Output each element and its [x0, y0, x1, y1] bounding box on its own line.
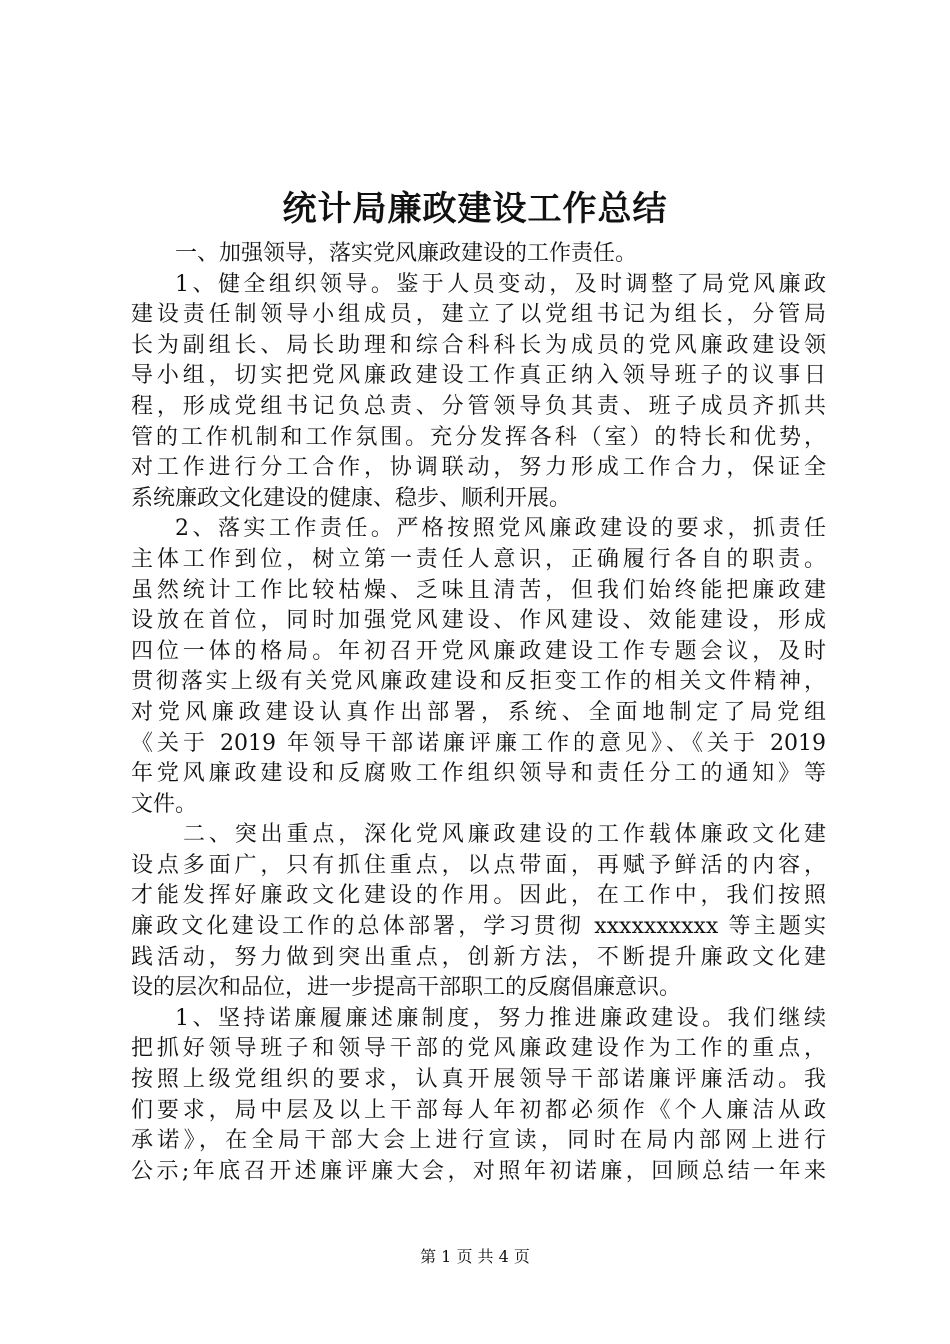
- paragraph-line: 二、突出重点，深化党风廉政建设的工作载体廉政文化建: [183, 822, 826, 848]
- paragraph-line: 管的工作机制和工作氛围。充分发挥各科（室）的特长和优势，: [131, 424, 826, 450]
- paragraph-line: 2、落实工作责任。严格按照党风廉政建设的要求，抓责任: [175, 516, 826, 542]
- paragraph: [131, 514, 826, 820]
- paragraph-line: 把抓好领导班子和领导干部的党风廉政建设作为工作的重点，: [131, 1036, 826, 1062]
- paragraph-line: 承诺》，在全局干部大会上进行宣读，同时在局内部网上进行: [131, 1128, 826, 1154]
- paragraph-line: 虽然统计工作比较枯燥、乏味且清苦，但我们始终能把廉政建: [131, 577, 826, 603]
- paragraph-line: 设的层次和品位，进一步提高干部职工的反腐倡廉意识。: [131, 975, 682, 1001]
- paragraph-line: 《关于 2019 年领导干部诺廉评廉工作的意见》、《关于 2019: [131, 730, 826, 756]
- paragraph-line: 长为副组长、局长助理和综合科科长为成员的党风廉政建设领: [131, 332, 826, 358]
- paragraph-line: 廉政文化建设工作的总体部署，学习贯彻 xxxxxxxxxx 等主题实: [131, 914, 826, 940]
- paragraph-line: 一、加强领导，落实党风廉政建设的工作责任。: [175, 241, 638, 266]
- paragraph-line: 四位一体的格局。年初召开党风廉政建设工作专题会议，及时: [131, 638, 826, 664]
- paragraph-line: 才能发挥好廉政文化建设的作用。因此，在工作中，我们按照: [131, 883, 826, 909]
- document-body: [131, 239, 826, 1187]
- document-title: 统计局廉政建设工作总结: [282, 189, 668, 229]
- paragraph-line: 设放在首位，同时加强党风建设、作风建设、效能建设，形成: [131, 608, 826, 634]
- paragraph-line: 年党风廉政建设和反腐败工作组织领导和责任分工的通知》等: [131, 761, 826, 787]
- paragraph-line: 1、坚持诺廉履廉述廉制度，努力推进廉政建设。我们继续: [175, 1005, 826, 1031]
- paragraph-line: 贯彻落实上级有关党风廉政建设和反拒变工作的相关文件精神，: [131, 669, 826, 695]
- paragraph-line: 程，形成党组书记负总责、分管领导负其责、班子成员齐抓共: [131, 393, 826, 419]
- paragraph-line: 建设责任制领导小组成员，建立了以党组书记为组长，分管局: [131, 302, 826, 328]
- paragraph-line: 系统廉政文化建设的健康、稳步、顺利开展。: [131, 485, 572, 511]
- paragraph-line: 公示;年底召开述廉评廉大会，对照年初诺廉，回顾总结一年来: [131, 1158, 826, 1184]
- paragraph-line: 对工作进行分工合作，协调联动，努力形成工作合力，保证全: [131, 455, 826, 481]
- paragraph-line: 主体工作到位，树立第一责任人意识，正确履行各自的职责。: [131, 546, 826, 572]
- paragraph-line: 践活动，努力做到突出重点，创新方法，不断提升廉政文化建: [131, 944, 826, 970]
- paragraph: [131, 239, 826, 270]
- paragraph: [131, 270, 826, 515]
- paragraph: [131, 1004, 826, 1188]
- paragraph-line: 设点多面广，只有抓住重点，以点带面，再赋予鲜活的内容，: [131, 852, 826, 878]
- paragraph-line: 1、健全组织领导。鉴于人员变动，及时调整了局党风廉政: [175, 271, 826, 297]
- paragraph-line: 导小组，切实把党风廉政建设工作真正纳入领导班子的议事日: [131, 363, 826, 389]
- paragraph: [131, 820, 826, 1004]
- page-footer: 第 1 页 共 4 页: [420, 1247, 530, 1266]
- paragraph-line: 们要求，局中层及以上干部每人年初都必须作《个人廉洁从政: [131, 1097, 826, 1123]
- paragraph-line: 对党风廉政建设认真作出部署，系统、全面地制定了局党组: [131, 699, 826, 725]
- paragraph-line: 按照上级党组织的要求，认真开展领导干部诺廉评廉活动。我: [131, 1067, 826, 1093]
- paragraph-line: 文件。: [131, 791, 198, 817]
